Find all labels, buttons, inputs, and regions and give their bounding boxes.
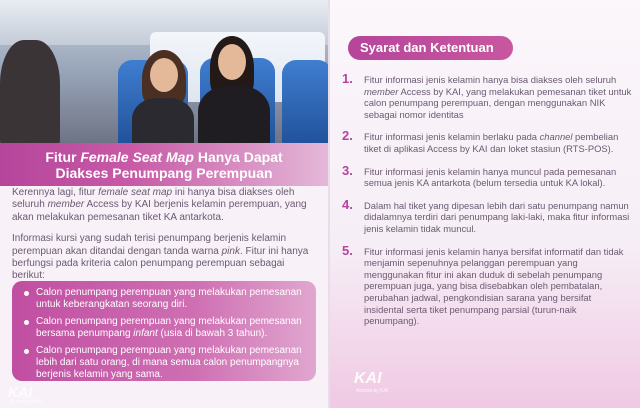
- criteria-item: Calon penumpang perempuan yang melakukan pemesanan lebih dari satu orang, di mana semua calon penumpangnya berjenis kelamin yang sama.: [22, 345, 308, 380]
- feature-description: [12, 187, 317, 292]
- terms-number: 4.: [342, 196, 353, 212]
- intro-paragraph: Kerennya lagi, fitur female seat map ini hanya bisa diakses oleh seluruh member Access by KAI berjenis kelamin perempuan, yang akan melakukan pemesanan tiket KA antarkota.: [12, 187, 307, 223]
- passenger-face: [150, 58, 178, 92]
- terms-number: 5.: [342, 242, 353, 258]
- kai-logo: KAI: [8, 384, 33, 400]
- feature-title-band: [0, 143, 328, 186]
- terms-item: 5. Fitur informasi jenis kelamin hanya bersifat informatif dan tidak menjamin sepenuhnya pelanggan perempuan yang menggunakan fitur ini akan duduk di sebelah penumpang perempuan juga, yang bisa disebabkan oleh pembatalan, perubahan jadwal, pengkondisian sarana yang bersifat insidental serta tiket penumpang parsial (turun-naik penumpang).: [342, 242, 624, 327]
- terms-item: 4. Dalam hal tiket yang dipesan lebih dari satu penumpang namun didalamnya terdiri dari penumpang laki-laki, maka fitur informasi jenis kelamin tidak muncul.: [342, 196, 630, 234]
- terms-number: 1.: [342, 71, 353, 86]
- terms-number: 2.: [342, 128, 353, 144]
- terms-item: 2. Fitur informasi jenis kelamin berlaku pada channel pembelian tiket di aplikasi Access by KAI dan loket stasiun (RTS-POS).: [342, 128, 619, 154]
- kai-logo: KAI: [354, 370, 382, 387]
- feature-title: Fitur Female Seat Map Hanya Dapat Diakses Penumpang Perempuan: [45, 148, 283, 181]
- train-seat: [282, 60, 328, 150]
- terms-number: 3.: [342, 162, 353, 178]
- passenger-face: [218, 44, 246, 80]
- passenger-silhouette: [0, 40, 60, 150]
- terms-list: [342, 71, 632, 338]
- terms-item: 1. Fitur informasi jenis kelamin hanya bisa diakses oleh seluruh member Access by KAI, yang melakukan pemesanan tiket untuk calon penumpang perempuan, dengan menggunakan NIK sebagai nomor identitas: [342, 71, 632, 120]
- hero-photo: [0, 0, 328, 150]
- right-panel: [330, 0, 640, 408]
- terms-item: 3. Fitur informasi jenis kelamin hanya muncul pada pemesanan semua jenis KA antarkota (belum tersedia untuk KA lokal).: [342, 162, 617, 189]
- criteria-item: Calon penumpang perempuan yang melakukan pemesanan bersama penumpang infant (usia di bawah 3 tahun).: [22, 316, 308, 339]
- info-paragraph: Informasi kursi yang sudah terisi penumpang berjenis kelamin perempuan akan ditandai dengan tanda warna pink. Fitur ini hanya berfungsi pada kriteria calon penumpang perempuan sebagai berikut:: [12, 233, 309, 282]
- passenger-body: [198, 86, 270, 150]
- criteria-box: [12, 281, 316, 381]
- kai-logo-subtitle: Access by KAI: [356, 388, 389, 394]
- criteria-item: Calon penumpang perempuan yang melakukan pemesanan untuk keberangkatan seorang diri.: [22, 287, 308, 310]
- terms-header: Syarat dan Ketentuan: [348, 36, 513, 60]
- kai-logo-subtitle: Access by KAI: [10, 399, 43, 405]
